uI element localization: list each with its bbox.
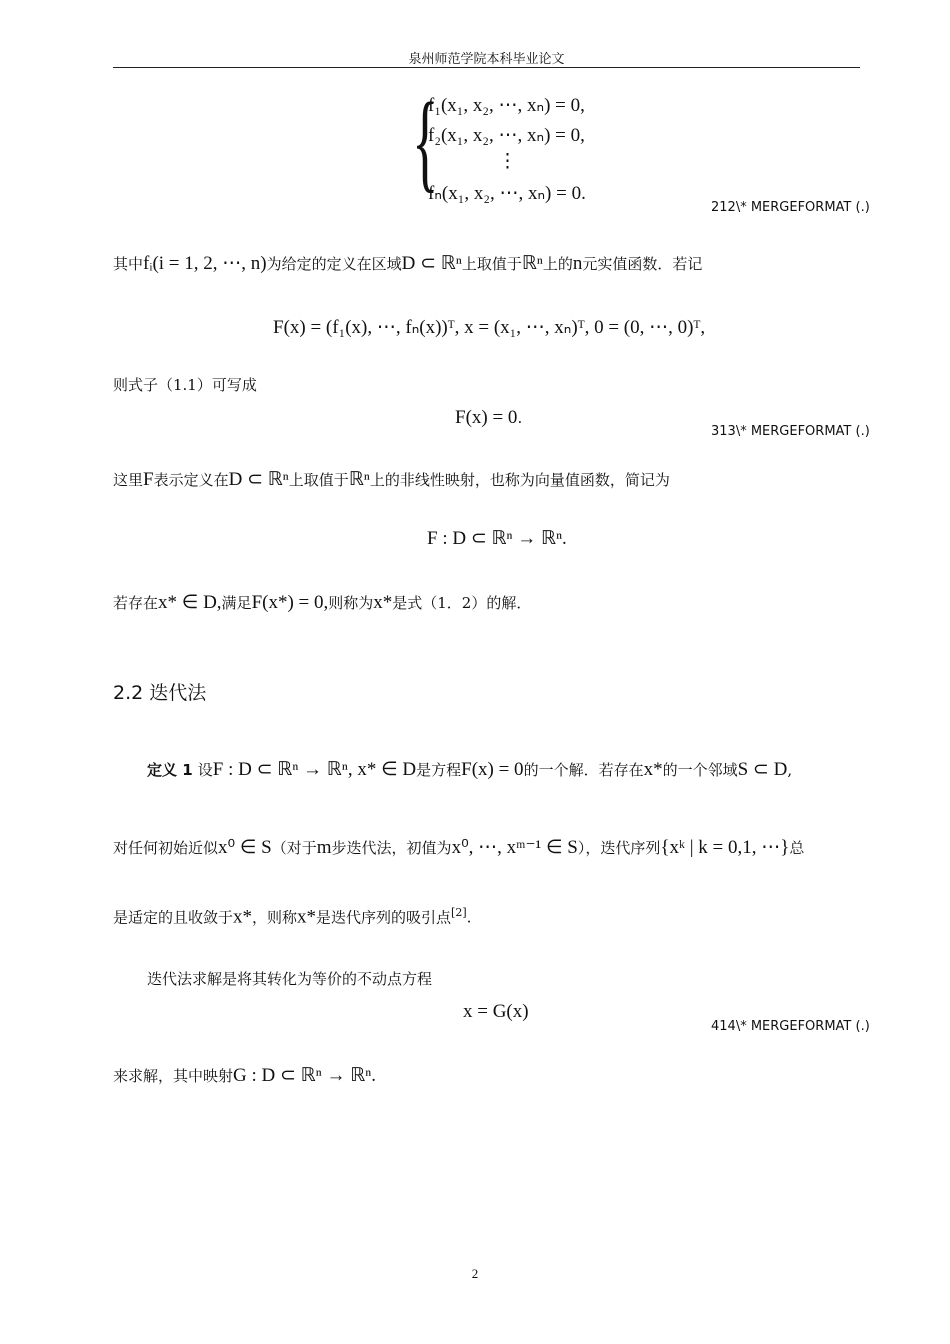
header-rule bbox=[113, 67, 860, 68]
text-run: 上的 bbox=[542, 255, 573, 273]
eq-system-row-1: f₁(x₁, x₂, ⋯, xₙ) = 0, bbox=[428, 95, 585, 116]
eq-system-row-3: ⋮ bbox=[498, 151, 517, 172]
inline-math: x* ∈ D, bbox=[158, 592, 222, 613]
text-run: （对于 bbox=[271, 839, 317, 857]
definition-line-1 bbox=[147, 758, 792, 781]
text-run: 步迭代法，初值为 bbox=[331, 839, 452, 857]
text-run: 的一个邻域 bbox=[662, 761, 738, 779]
inline-math: ℝⁿ bbox=[521, 253, 543, 274]
text-run: , bbox=[787, 761, 793, 779]
inline-math: n bbox=[572, 253, 583, 274]
eq-body: F(x) = 0 bbox=[455, 407, 518, 428]
inline-math: F bbox=[143, 469, 154, 490]
eq-system-row-2: f₂(x₁, x₂, ⋯, xₙ) = 0, bbox=[428, 125, 585, 146]
text-run: 则称为 bbox=[328, 594, 374, 612]
inline-math: F : D ⊂ ℝⁿ → ℝⁿ, x* ∈ D bbox=[212, 759, 417, 780]
text-run: 是迭代序列的吸引点 bbox=[316, 908, 452, 927]
text-run: . bbox=[466, 908, 472, 927]
text-run: 是式（1．2）的解． bbox=[392, 594, 532, 612]
equation-1-3: x = G(x) bbox=[463, 1001, 529, 1022]
text-run: 为给定的定义在区域 bbox=[266, 255, 402, 273]
inline-math: x* bbox=[643, 759, 663, 780]
inline-math: F(x*) = 0, bbox=[251, 592, 329, 613]
inline-math: m bbox=[316, 837, 332, 858]
citation-ref: [2] bbox=[451, 906, 467, 919]
text-run: 对任何初始近似 bbox=[113, 839, 219, 857]
text-run: 是方程 bbox=[416, 761, 462, 779]
paragraph-3 bbox=[113, 468, 670, 491]
text-run: 上取值于 bbox=[288, 471, 349, 489]
inline-math: x⁰, ⋯, xᵐ⁻¹ ∈ S bbox=[451, 837, 578, 858]
inline-math: x⁰ ∈ S bbox=[218, 837, 272, 858]
definition-label: 定义 1 bbox=[147, 761, 193, 779]
left-brace: { bbox=[412, 80, 439, 202]
inline-math: fᵢ(i = 1, 2, ⋯, n) bbox=[143, 253, 267, 274]
text-run: 的一个解．若存在 bbox=[523, 761, 644, 779]
inline-math: x* bbox=[297, 906, 317, 928]
text-run: 元实值函数．若记 bbox=[582, 255, 703, 273]
equation-1-2 bbox=[455, 407, 522, 429]
inline-math: ℝⁿ bbox=[348, 469, 370, 490]
inline-math: D ⊂ ℝⁿ bbox=[228, 469, 289, 490]
running-header: 泉州师范学院本科毕业论文 bbox=[408, 52, 565, 67]
inline-math: S ⊂ D bbox=[737, 759, 788, 780]
inline-math: G : D ⊂ ℝⁿ → ℝⁿ. bbox=[233, 1065, 376, 1086]
text-run: 若存在 bbox=[113, 594, 159, 612]
text-run: 是适定的且收敛于 bbox=[113, 908, 234, 927]
eq-tail: . bbox=[517, 409, 523, 427]
equation-number-1: 212\* MERGEFORMAT (.) bbox=[711, 200, 870, 215]
equation-number-3: 414\* MERGEFORMAT (.) bbox=[711, 1019, 870, 1034]
text-run: 设 bbox=[197, 761, 213, 779]
text-run: 来求解，其中映射 bbox=[113, 1067, 234, 1085]
text-run: 上取值于 bbox=[461, 255, 522, 273]
paragraph-4 bbox=[113, 591, 531, 614]
equation-number-2: 313\* MERGEFORMAT (.) bbox=[711, 424, 870, 439]
inline-math: x* bbox=[373, 592, 393, 613]
inline-math: {xᵏ | k = 0,1, ⋯} bbox=[660, 837, 790, 858]
text-run: 上的非线性映射，也称为向量值函数，简记为 bbox=[369, 471, 670, 489]
text-run: ），迭代序列 bbox=[577, 839, 661, 857]
section-heading: 2.2 迭代法 bbox=[113, 682, 207, 704]
text-run: 满足 bbox=[221, 594, 252, 612]
eq-mapping: F : D ⊂ ℝⁿ → ℝⁿ. bbox=[427, 528, 567, 549]
eq-definitions: F(x) = (f₁(x), ⋯, fₙ(x))ᵀ, x = (x₁, ⋯, xₙ)ᵀ, 0 = (0, ⋯, 0)ᵀ, bbox=[273, 317, 706, 338]
inline-math: x* bbox=[233, 906, 253, 928]
definition-line-2 bbox=[113, 836, 804, 859]
paragraph-5: 迭代法求解是将其转化为等价的不动点方程 bbox=[147, 970, 433, 988]
text-run: 这里 bbox=[113, 471, 144, 489]
paragraph-6 bbox=[113, 1064, 376, 1087]
paragraph-1 bbox=[113, 252, 702, 275]
paragraph-2: 则式子（1.1）可写成 bbox=[113, 376, 257, 394]
inline-math: F(x) = 0 bbox=[461, 759, 524, 780]
text-run: 总 bbox=[789, 839, 805, 857]
text-run: 表示定义在 bbox=[153, 471, 229, 489]
text-run: 其中 bbox=[113, 255, 144, 273]
eq-system-row-4: fₙ(x₁, x₂, ⋯, xₙ) = 0. bbox=[428, 183, 586, 204]
text-run: ，则称 bbox=[252, 908, 298, 927]
definition-line-3 bbox=[113, 906, 471, 928]
page-number: 2 bbox=[471, 1266, 479, 1281]
inline-math: D ⊂ ℝⁿ bbox=[401, 253, 462, 274]
